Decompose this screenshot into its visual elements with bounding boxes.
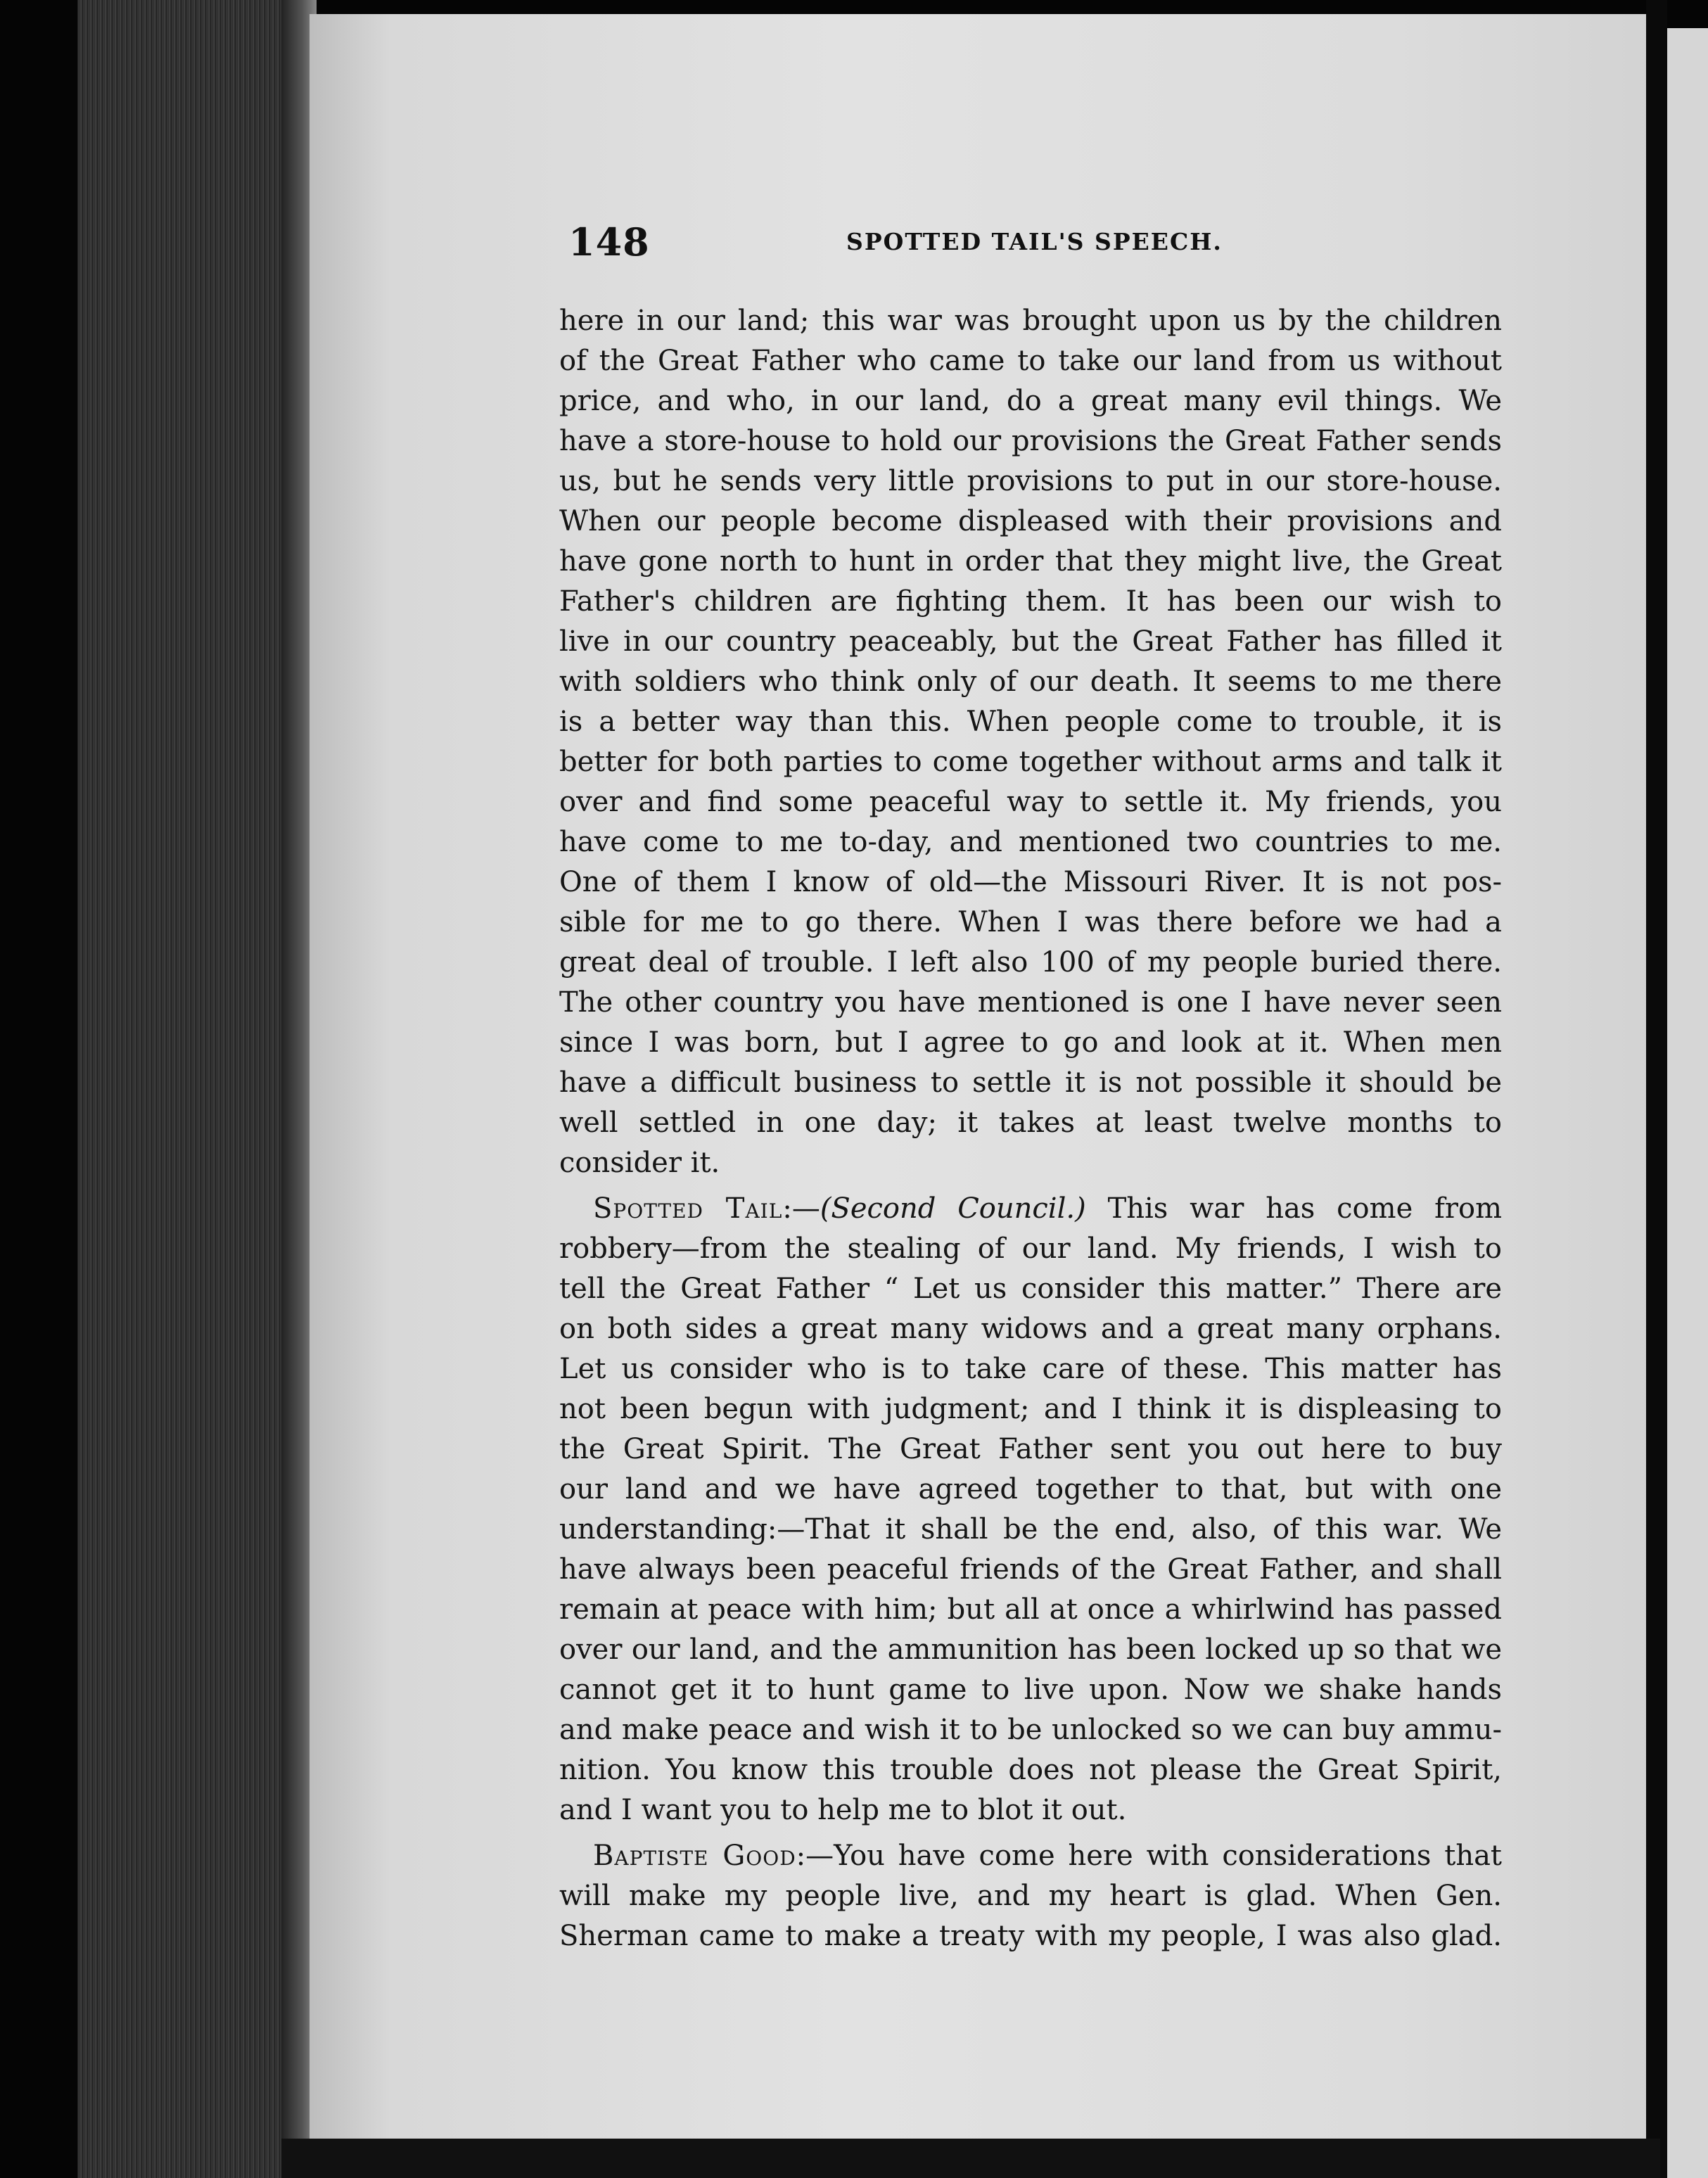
paragraph-1 (559, 301, 1502, 1183)
text-line: Let us consider who is to take care of these. This matter has (559, 1353, 1502, 1385)
speaker-separator: :— (796, 1840, 834, 1872)
paragraph-3 (559, 1836, 1502, 1956)
text-line: with soldiers who think only of our death. It seems to me there (559, 666, 1502, 698)
text-line: our land and we have agreed together to that, but with one (559, 1473, 1502, 1505)
text-line: well settled in one day; it takes at least twelve months to (559, 1107, 1502, 1139)
right-page-border (1646, 0, 1667, 2178)
page-number: 148 (568, 219, 650, 265)
text-line: not been begun with judgment; and I think it is displeasing to (559, 1393, 1502, 1425)
text-line: and I want you to help me to blot it out. (559, 1794, 1127, 1826)
text-line: sible for me to go there. When I was there before we had a (559, 906, 1502, 938)
speaker-name: Baptiste Good (593, 1840, 796, 1872)
text-line: cannot get it to hunt game to live upon. Now we shake hands (559, 1674, 1502, 1706)
text-line: price, and who, in our land, do a great many evil things. We (559, 385, 1502, 417)
text-line: The other country you have mentioned is one I have never seen (559, 986, 1502, 1019)
text-line: will make my people live, and my heart is glad. When Gen. (559, 1880, 1502, 1912)
first-line-text: This war has come from (1107, 1192, 1503, 1225)
council-label: (Second Council.) (820, 1192, 1086, 1225)
text-line: live in our country peaceably, but the Great Father has filled it (559, 625, 1502, 658)
first-line-text: You have come here with considerations that (834, 1840, 1502, 1872)
text-line: better for both parties to come together without arms and talk it (559, 746, 1502, 778)
text-line: here in our land; this war was brought upon us by the children (559, 305, 1502, 337)
text-line: have always been peaceful friends of the Great Father, and shall (559, 1553, 1502, 1586)
speaker-name: Spotted Tail (593, 1192, 783, 1225)
bottom-page-border (281, 2139, 1660, 2178)
facing-page-strip (1667, 28, 1708, 2178)
text-line: Father's children are fighting them. It has been our wish to (559, 585, 1502, 618)
text-line: When our people become displeased with their provisions and (559, 505, 1502, 537)
text-line: remain at peace with him; but all at once a whirlwind has passed (559, 1593, 1502, 1626)
text-line: consider it. (559, 1147, 720, 1179)
text-line: robbery—from the stealing of our land. My friends, I wish to (559, 1233, 1502, 1265)
paragraph-2-first-line (559, 1189, 1502, 1229)
text-line: over and find some peaceful way to settle it. My friends, you (559, 786, 1502, 818)
text-line: understanding:—That it shall be the end, also, of this war. We (559, 1513, 1502, 1546)
text-line: the Great Spirit. The Great Father sent you out here to buy (559, 1433, 1502, 1465)
speaker-separator: :— (782, 1192, 820, 1225)
page-header (568, 219, 1588, 269)
text-line: One of them I know of old—the Missouri River. It is not pos- (559, 866, 1502, 898)
text-line: of the Great Father who came to take our land from us without (559, 345, 1502, 377)
text-line: since I was born, but I agree to go and look at it. When men (559, 1026, 1502, 1059)
text-line: great deal of trouble. I left also 100 of my people buried there. (559, 946, 1502, 979)
text-line: nition. You know this trouble does not please the Great Spirit, (559, 1754, 1502, 1786)
running-head: SPOTTED TAIL'S SPEECH. (846, 228, 1223, 255)
text-line: Sherman came to make a treaty with my people, I was also glad. (559, 1920, 1502, 1952)
paragraph-2 (559, 1189, 1502, 1830)
text-line: have come to me to-day, and mentioned two countries to me. (559, 826, 1502, 858)
book-page-stack-edge (77, 0, 310, 2178)
text-line: tell the Great Father “ Let us consider this matter.” There are (559, 1273, 1502, 1305)
page-body (559, 301, 1502, 1956)
text-line: over our land, and the ammunition has been locked up so that we (559, 1634, 1502, 1666)
text-line: is a better way than this. When people come to trouble, it is (559, 706, 1502, 738)
text-line: on both sides a great many widows and a great many orphans. (559, 1313, 1502, 1345)
text-line: have a difficult business to settle it is not possible it should be (559, 1066, 1502, 1099)
text-line: and make peace and wish it to be unlocked so we can buy ammu- (559, 1714, 1502, 1746)
text-line: have a store-house to hold our provisions the Great Father sends (559, 425, 1502, 457)
paragraph-3-first-line (559, 1836, 1502, 1876)
text-line: have gone north to hunt in order that they might live, the Great (559, 545, 1502, 578)
text-line: us, but he sends very little provisions to put in our store-house. (559, 465, 1502, 497)
